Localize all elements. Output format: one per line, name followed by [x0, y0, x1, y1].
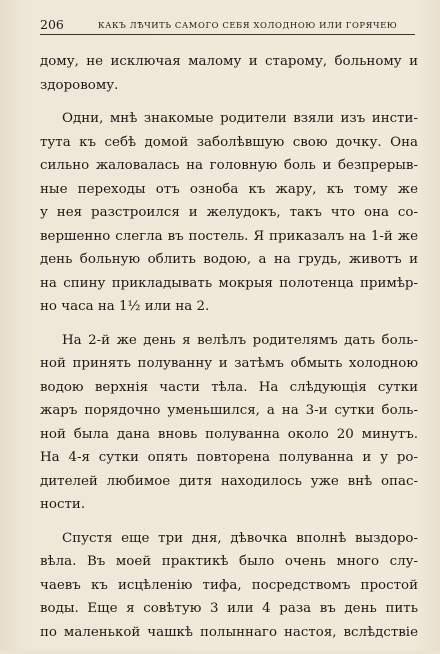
text-line: ной была дана вновь полуванна около 20 минутъ.	[40, 426, 418, 442]
text-line: водою верхнія части тѣла. На слѣдующія сутки	[40, 379, 418, 395]
text-line: день больную облить водою, а на грудь, животъ и	[40, 252, 418, 267]
text-line: воды. Еще я совѣтую 3 или 4 раза въ день пить	[40, 601, 418, 616]
text-line: Одни, мнѣ знакомые родители взяли изъ инсти-	[62, 111, 418, 126]
text-line: жаръ порядочно уменьшился, а на 3-и сутки боль-	[40, 403, 418, 418]
text-line: но часа на 1½ или на 2.	[40, 299, 210, 314]
page-header	[40, 12, 415, 35]
text-line: вѣла. Въ моей практикѣ было очень много слу-	[40, 554, 418, 569]
text-line: дому, не исключая малому и старому, больному и	[40, 54, 418, 69]
text-line: ной принять полуванну и затѣмъ обмыть холодною	[40, 356, 418, 371]
paragraph	[40, 527, 418, 645]
text-line: На 4-я сутки опять повторена полуванна и у ро-	[40, 450, 418, 465]
running-head: КАКЪ ЛѢЧИТЬ САМОГО СЕБЯ ХОЛОДНОЮ ИЛИ ГОРЯЧЕЮ	[98, 20, 398, 30]
text-line: дителей любимое дитя находилось уже внѣ опас-	[40, 473, 418, 489]
text-line: на спину прикладывать мокрыя полотенца примѣр-	[40, 275, 418, 291]
page-number: 206	[40, 17, 64, 32]
text-line: ные переходы отъ озноба къ жару, къ тому же	[40, 181, 418, 197]
paragraph	[40, 50, 418, 97]
text-line: вершенно слегла въ постель. Я приказалъ на 1-й же	[40, 228, 418, 244]
text-line: у нея разстроился и желудокъ, такъ что она со-	[40, 205, 418, 220]
paragraph	[40, 329, 418, 517]
text-line: тута къ себѣ домой заболѣвшую свою дочку. Она	[40, 134, 418, 150]
text-line: Спустя еще три дня, дѣвочка вполнѣ выздоро-	[62, 530, 418, 546]
text-line: сильно жаловалась на головную боль и безпрерыв-	[40, 158, 418, 173]
text-line: На 2-й же день я велѣлъ родителямъ дать боль-	[62, 332, 418, 348]
text-line: ности.	[40, 497, 86, 512]
paragraph	[40, 107, 418, 319]
body-text	[40, 50, 418, 654]
text-line: по маленькой чашкѣ полыннаго настоя, вслѣдствіе	[40, 624, 418, 640]
text-line: чаевъ къ исцѣленію тифа, посредствомъ простой	[40, 577, 418, 593]
text-line: здоровому.	[40, 77, 119, 93]
